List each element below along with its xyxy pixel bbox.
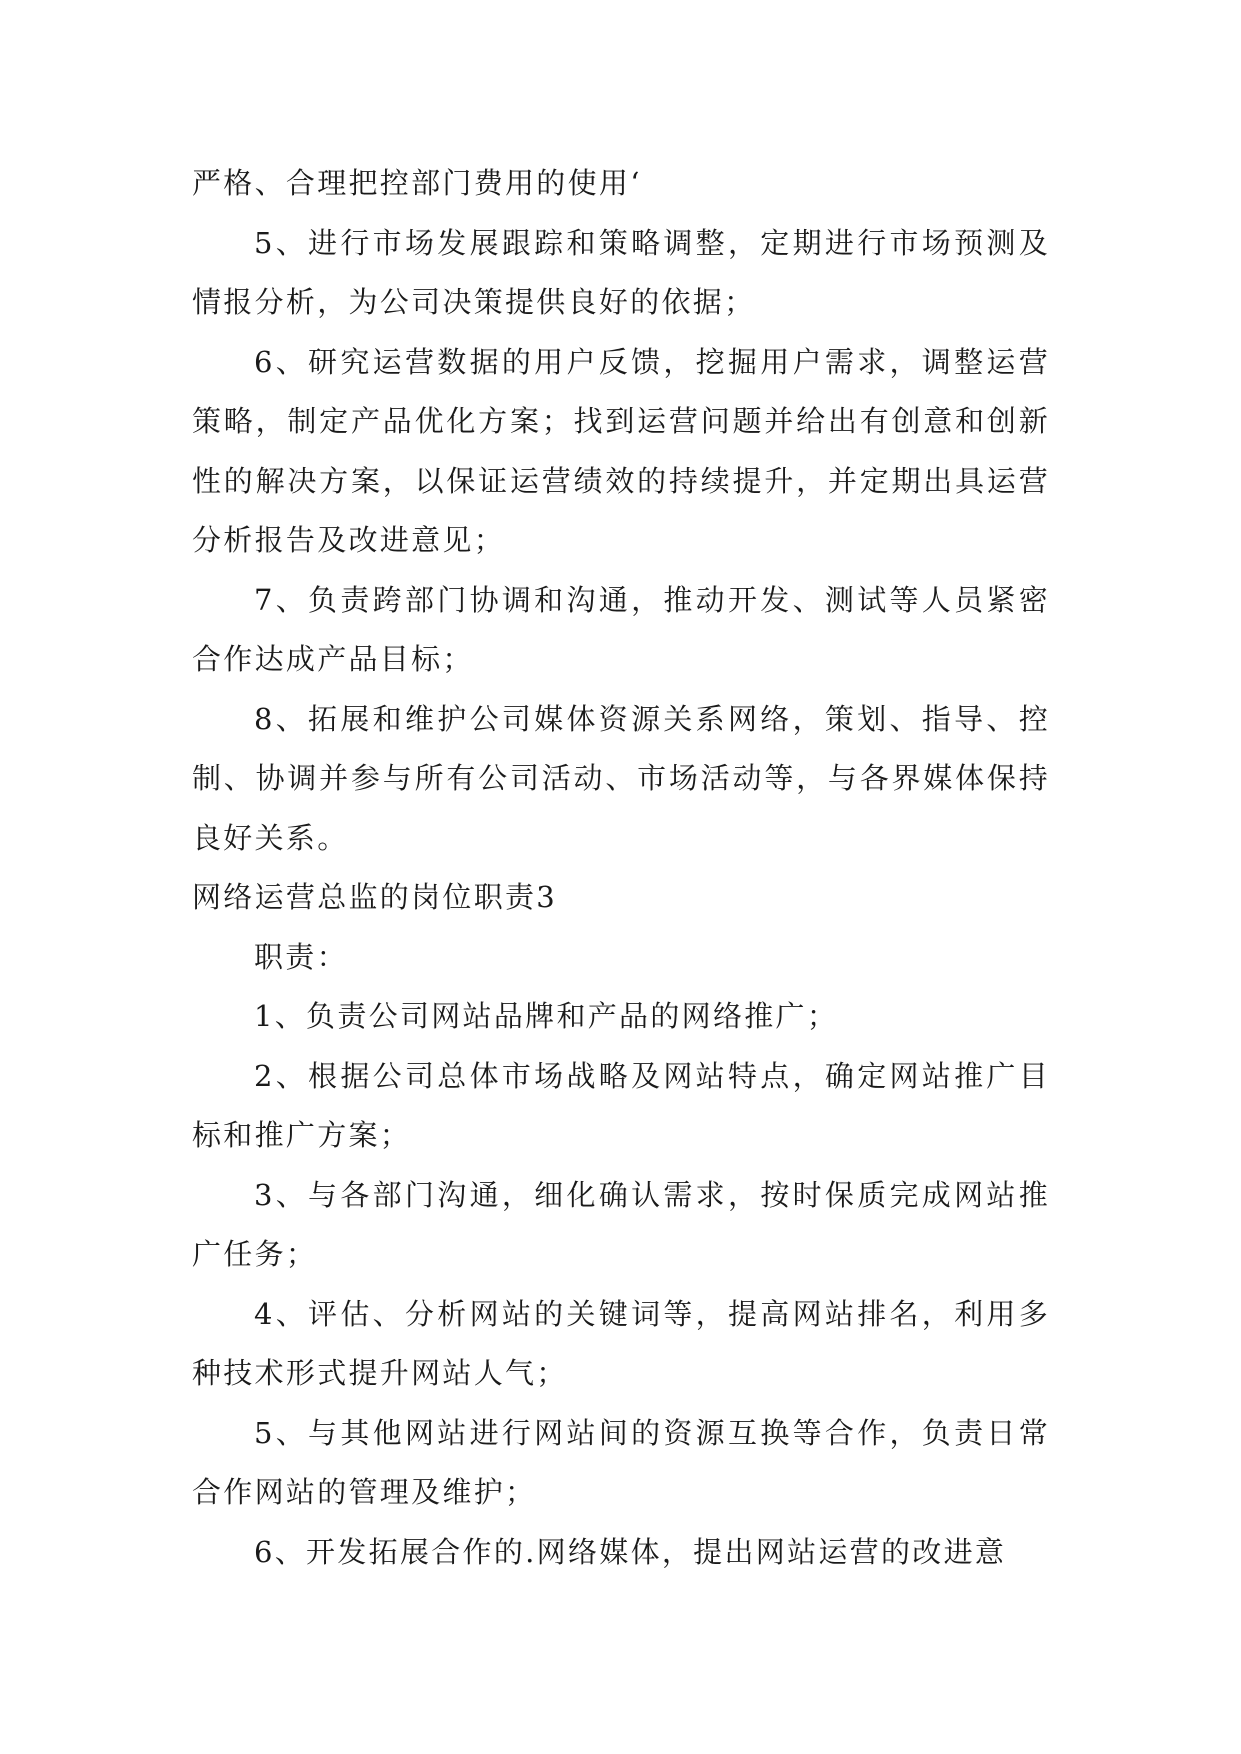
paragraph-duty-5: 5、与其他网站进行网站间的资源互换等合作，负责日常合作网站的管理及维护； — [192, 1415, 1050, 1509]
document-body — [192, 154, 1050, 1582]
paragraph-item-8-media-network: 8、拓展和维护公司媒体资源关系网络，策划、指导、控制、协调并参与所有公司活动、市场活动等，与各界媒体保持良好关系。 — [192, 701, 1050, 855]
paragraph-continuation: 严格、合理把控部门费用的使用‘ — [192, 166, 642, 200]
paragraph-duty-4: 4、评估、分析网站的关键词等，提高网站排名，利用多种技术形式提升网站人气； — [192, 1296, 1050, 1390]
paragraph-duty-2: 2、根据公司总体市场战略及网站特点，确定网站推广目标和推广方案； — [192, 1058, 1050, 1152]
paragraph-duty-6: 6、开发拓展合作的.网络媒体，提出网站运营的改进意 — [254, 1534, 1007, 1569]
paragraph-duty-3: 3、与各部门沟通，细化确认需求，按时保质完成网站推广任务； — [192, 1177, 1050, 1271]
paragraph-item-6-operation-data: 6、研究运营数据的用户反馈，挖掘用户需求，调整运营策略，制定产品优化方案；找到运营问题并给出有创意和创新性的解决方案，以保证运营绩效的持续提升，并定期出具运营分析报告及改进意见； — [192, 344, 1050, 557]
duty-label: 职责： — [254, 939, 348, 974]
paragraph-duty-1: 1、负责公司网站品牌和产品的网络推广； — [254, 999, 839, 1033]
paragraph-item-5-market-tracking: 5、进行市场发展跟踪和策略调整，定期进行市场预测及情报分析，为公司决策提供良好的依据； — [192, 225, 1050, 319]
section-heading-3: 网络运营总监的岗位职责3 — [192, 880, 558, 914]
paragraph-item-7-cross-department: 7、负责跨部门协调和沟通，推动开发、测试等人员紧密合作达成产品目标； — [192, 582, 1050, 676]
